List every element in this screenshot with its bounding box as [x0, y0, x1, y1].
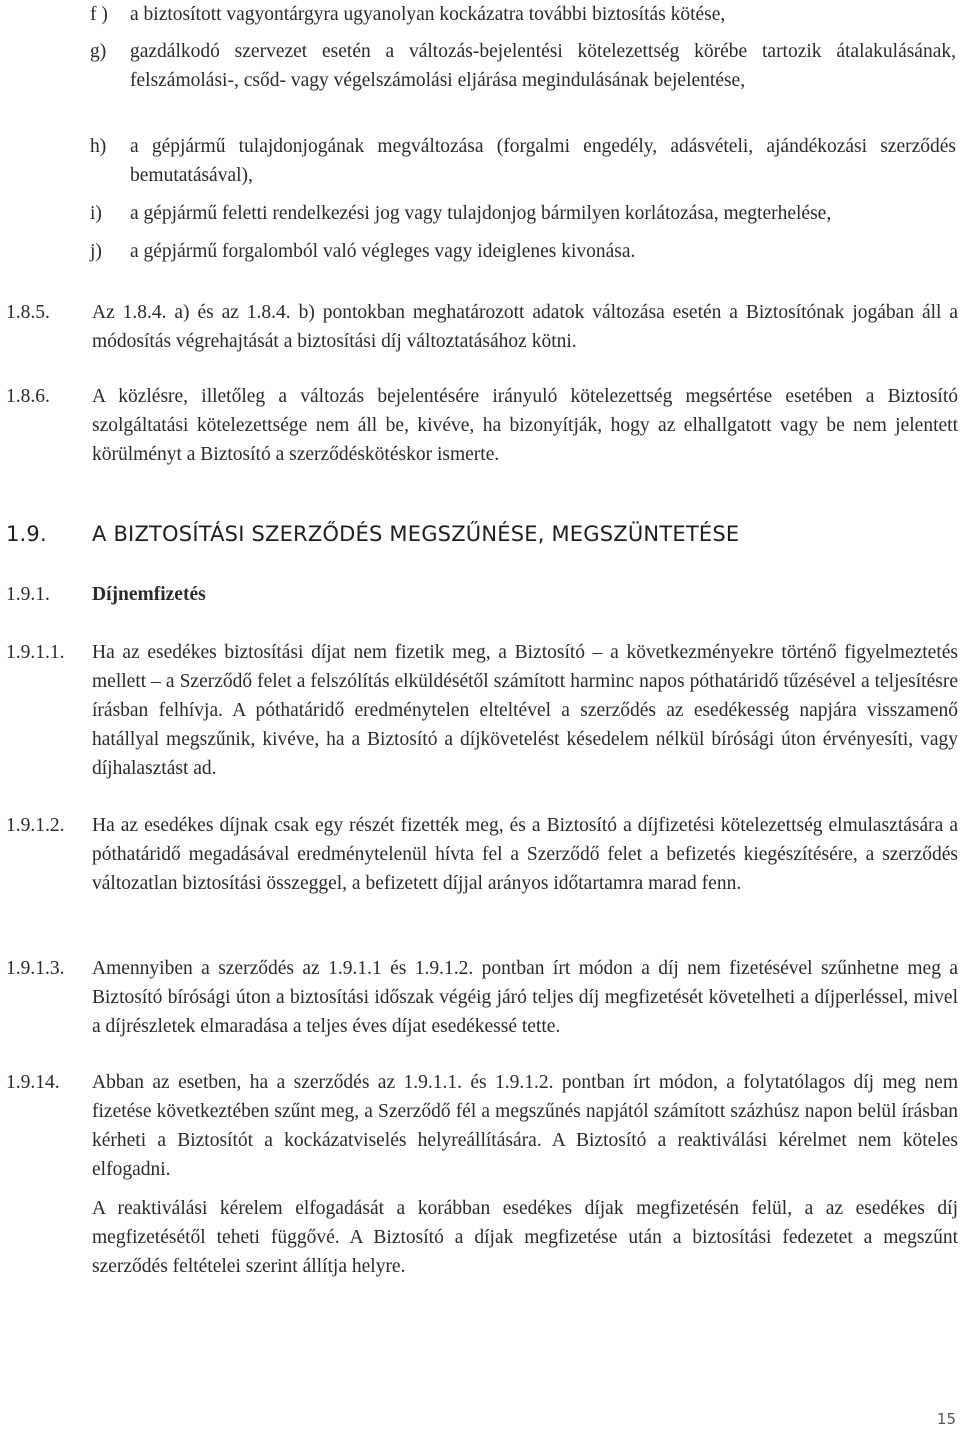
heading-number: 1.9.	[6, 522, 47, 546]
section-number: 1.9.1.1.	[6, 642, 65, 663]
list-item-i	[90, 199, 956, 228]
list-item-text: a gépjármű tulajdonjogának megváltozása (forgalmi engedély, adásvételi, ajándékozási szerződés bemutatásával),	[130, 136, 956, 186]
section-number: 1.9.14.	[6, 1072, 60, 1093]
heading-title: A BIZTOSÍTÁSI SZERZŐDÉS MEGSZŰNÉSE, MEGSZÜNTETÉSE	[92, 522, 740, 546]
section-body	[92, 954, 958, 1041]
paragraph: Abban az esetben, ha a szerződés az 1.9.1.1. és 1.9.1.2. pontban írt módon, a folytatólagos díj meg nem fizetése következtében szűnt meg, a Szerződő fél a megszűnés napjától számított százhúsz napon belül írásban kérheti a Biztosítót a kockázatviselés helyreállítására. A Biztosító a reaktiválási kérelmet nem köteles elfogadni.	[92, 1072, 958, 1180]
paragraph: A reaktiválási kérelem elfogadását a korábban esedékes díjak megfizetésén felül, a az esedékes díj megfizetésétől teheti függővé. A Biztosító a díjak megfizetése után a biztosítási fedezetet a megszűnt szerződés feltételei szerint állítja helyre.	[92, 1198, 958, 1277]
page-number: 15	[936, 1410, 956, 1428]
list-item-text: a gépjármű feletti rendelkezési jog vagy tulajdonjog bármilyen korlátozása, megterhelése,	[130, 203, 832, 224]
paragraph: Ha az esedékes biztosítási díjat nem fizetik meg, a Biztosító – a következményekre történő figyelmeztetés mellett – a Szerződő felet a felszólítás elküldésétől számított harminc napos póthatáridő tűzésével a teljesítésre írásban felhívja. A póthatáridő eredménytelen elteltével a szerződés az esedékesség napjára visszamenő hatállyal megszűnik, kivéve, ha a Biztosító a díjkövetelést késedelem nélkül bírósági úton érvényesíti, vagy díjhalasztást ad.	[92, 642, 958, 779]
list-marker: g)	[90, 41, 107, 62]
section-number: 1.9.1.3.	[6, 958, 65, 979]
section-body	[92, 382, 958, 469]
list-marker: h)	[90, 136, 107, 157]
list-item-g	[90, 37, 956, 95]
section-body	[92, 1068, 958, 1281]
list-item-text: a gépjármű forgalomból való végleges vagy ideiglenes kivonása.	[130, 241, 636, 262]
paragraph: A közlésre, illetőleg a változás bejelentésére irányuló kötelezettség megsértése esetében a Biztosító szolgáltatási kötelezettsége nem áll be, kivéve, ha bizonyítják, hogy az elhallgatott vagy be nem jelentett körülményt a Biztosító a szerződéskötéskor ismerte.	[92, 386, 958, 465]
list-item-h	[90, 132, 956, 190]
list-item-f	[90, 0, 956, 29]
list-item-j	[90, 237, 956, 266]
section-body	[92, 298, 958, 356]
paragraph: Az 1.8.4. a) és az 1.8.4. b) pontokban meghatározott adatok változása esetén a Biztosítónak jogában áll a módosítás végrehajtását a biztosítási díj változtatásához kötni.	[92, 302, 958, 352]
subheading-number: 1.9.1.	[6, 584, 50, 605]
list-item-text: gazdálkodó szervezet esetén a változás-bejelentési kötelezettség körébe tartozik átalakulásának, felszámolási-, csőd- vagy végelszámolási eljárása megindulásának bejelentése,	[130, 41, 956, 91]
section-number: 1.8.5.	[6, 302, 50, 323]
section-body	[92, 811, 958, 898]
section-number: 1.8.6.	[6, 386, 50, 407]
paragraph: Amennyiben a szerződés az 1.9.1.1 és 1.9.1.2. pontban írt módon a díj nem fizetésével szűnhetne meg a Biztosító bírósági úton a biztosítási időszak végéig járó teljes díj megfizetését követelheti a díjperléssel, mivel a díjrészletek elmaradása a teljes éves díjat esedékessé tette.	[92, 958, 958, 1037]
list-marker: f )	[90, 4, 108, 25]
paragraph: Ha az esedékes díjnak csak egy részét fizették meg, és a Biztosító a díjfizetési kötelezettség elmulasztására a póthatáridő megadásával eredménytelenül hívta fel a Szerződő felet a befizetés kiegészítésére, a szerződés változatlan biztosítási összeggel, a befizetett díjjal arányos időtartamra marad fenn.	[92, 815, 958, 894]
list-marker: i)	[90, 203, 102, 224]
list-marker: j)	[90, 241, 102, 262]
list-item-text: a biztosított vagyontárgyra ugyanolyan kockázatra további biztosítás kötése,	[130, 4, 726, 25]
section-number: 1.9.1.2.	[6, 815, 65, 836]
section-body	[92, 638, 958, 783]
subheading-title: Díjnemfizetés	[92, 584, 206, 605]
